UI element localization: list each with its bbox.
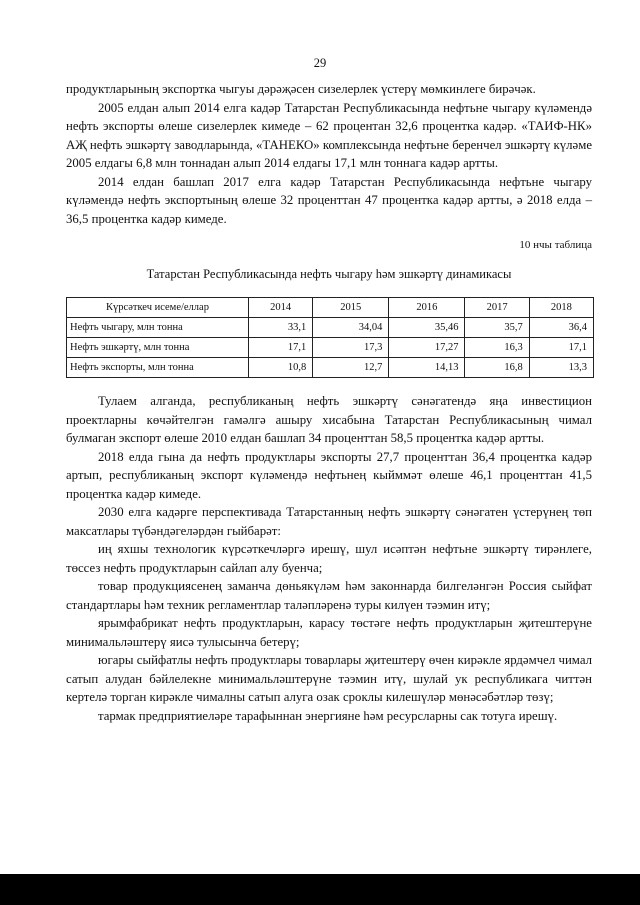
paragraph: 2014 елдан башлап 2017 елга кадәр Татарстан Республикасында нефтьне чыгару күләмендә нефть экспортының өлеше 32 проценттан 47 процентка кадәр артты, ә 2018 елда – 36,5 процентка кадәр кимеде.	[66, 174, 592, 226]
table-cell: 14,13	[389, 358, 465, 378]
scan-footer-bar	[0, 874, 640, 905]
table-cell: 12,7	[313, 358, 389, 378]
list-paragraph: тармак предприятиеләре тарафыннан энергияне һәм ресурсларны сак тотуга ирешү.	[98, 708, 558, 723]
table-row	[67, 318, 594, 338]
table-cell: 17,1	[249, 338, 313, 358]
paragraph: 2030 елга кадәрге перспективада Татарстанның нефть эшкәртү сәнәгатен үстерүнең төп максатлары түбәндәгеләрдән гыйбарәт:	[66, 505, 592, 538]
paragraph-continuation: продуктларының экспортка чыгуы дәрәҗәсен сизелерлек үстерү мөмкинлеге бирәчәк.	[66, 82, 536, 96]
table-header-row	[67, 298, 594, 318]
table-cell: 10,8	[249, 358, 313, 378]
list-paragraph: товар продукциясенең заманча дөньякүләм һәм законнарда билгеләнгән Россия сыйфат стандартлары һәм техник регламентлар таләпләренә туры килүен тәэмин итү;	[66, 579, 592, 612]
table-header-cell: Күрсәткеч исеме/еллар	[67, 298, 249, 318]
list-paragraph: югары сыйфатлы нефть продуктлары товарлары җитештерү өчен кирәкле ярдәмчел чимал сатып алудан бәйлелекне минимальләштерүне тәэмин итү, шулай ук республикага читтән кертелә торган кирәкле чималны сатып алуга озак сроклы килешүләр мөнәсәбәтләр төзү;	[66, 653, 592, 704]
list-paragraph: ярымфабрикат нефть продуктларын, карасу төстәге нефть продуктларын җитештерүне минимальләштерү яисә тулысынча бетерү;	[66, 616, 592, 649]
table-row-label: Нефть эшкәртү, млн тонна	[67, 338, 249, 358]
table-cell: 17,1	[529, 338, 593, 358]
table-row-label: Нефть чыгару, млн тонна	[67, 318, 249, 338]
table-header-cell: 2017	[465, 298, 529, 318]
table-header-cell: 2015	[313, 298, 389, 318]
paragraphs-after-table	[66, 392, 592, 725]
oil-dynamics-table	[66, 297, 594, 378]
table-row	[67, 358, 594, 378]
table-cell: 17,27	[389, 338, 465, 358]
table-cell: 35,7	[465, 318, 529, 338]
table-cell: 36,4	[529, 318, 593, 338]
list-paragraph: иң яхшы технологик күрсәткечләргә ирешү, шул исәптән нефтьне эшкәртү тирәнлеге, төссез нефть продуктларын сайлап алу буенча;	[66, 542, 592, 575]
table-cell: 33,1	[249, 318, 313, 338]
table-cell: 13,3	[529, 358, 593, 378]
table-header-cell: 2014	[249, 298, 313, 318]
paragraph: Тулаем алганда, республиканың нефть эшкәртү сәнәгатендә яңа инвестицион проектларны көчәйтелгән гамәлгә ашыру хисабына Татарстан Республикасының чимал булмаган экспорт өлеше 2010 елдан башлап 34 проценттан 58,5 процентка кадәр артты.	[66, 394, 592, 445]
table-title: Татарстан Республикасында нефть чыгару һәм эшкәртү динамикасы	[146, 267, 512, 281]
table-cell: 34,04	[313, 318, 389, 338]
table-cell: 16,3	[465, 338, 529, 358]
table-row-label: Нефть экспорты, млн тонна	[67, 358, 249, 378]
table-cell: 16,8	[465, 358, 529, 378]
document-body	[66, 80, 592, 725]
table-row	[67, 338, 594, 358]
table-cell: 17,3	[313, 338, 389, 358]
table-header-cell: 2016	[389, 298, 465, 318]
table-label: 10 нчы таблица	[519, 239, 592, 251]
paragraph: 2005 елдан алып 2014 елга кадәр Татарстан Республикасында нефтьне чыгару күләмендә нефть экспорты өлеше сизелерлек кимеде – 62 процентан 32,6 процентка кадәр. «ТАИФ-НК» АҖ нефть эшкәртү заводларында, «ТАНЕКО» комплексында нефтьне беренчел эшкәртү күләме 2005 елдагы 6,8 млн тоннадан алып 2014 елдагы 17,1 млн тоннага кадәр артты.	[66, 100, 592, 170]
page-number: 29	[313, 56, 327, 70]
table-header-cell: 2018	[529, 298, 593, 318]
table-cell: 35,46	[389, 318, 465, 338]
paragraph: 2018 елда гына да нефть продуктлары экспорты 27,7 проценттан 36,4 процентка кадәр артып, республиканың экспорт күләмендә нефтьнең кыйммәт өлеше 46,1 проценттан 41,5 процентка кадәр кимеде.	[66, 449, 592, 501]
